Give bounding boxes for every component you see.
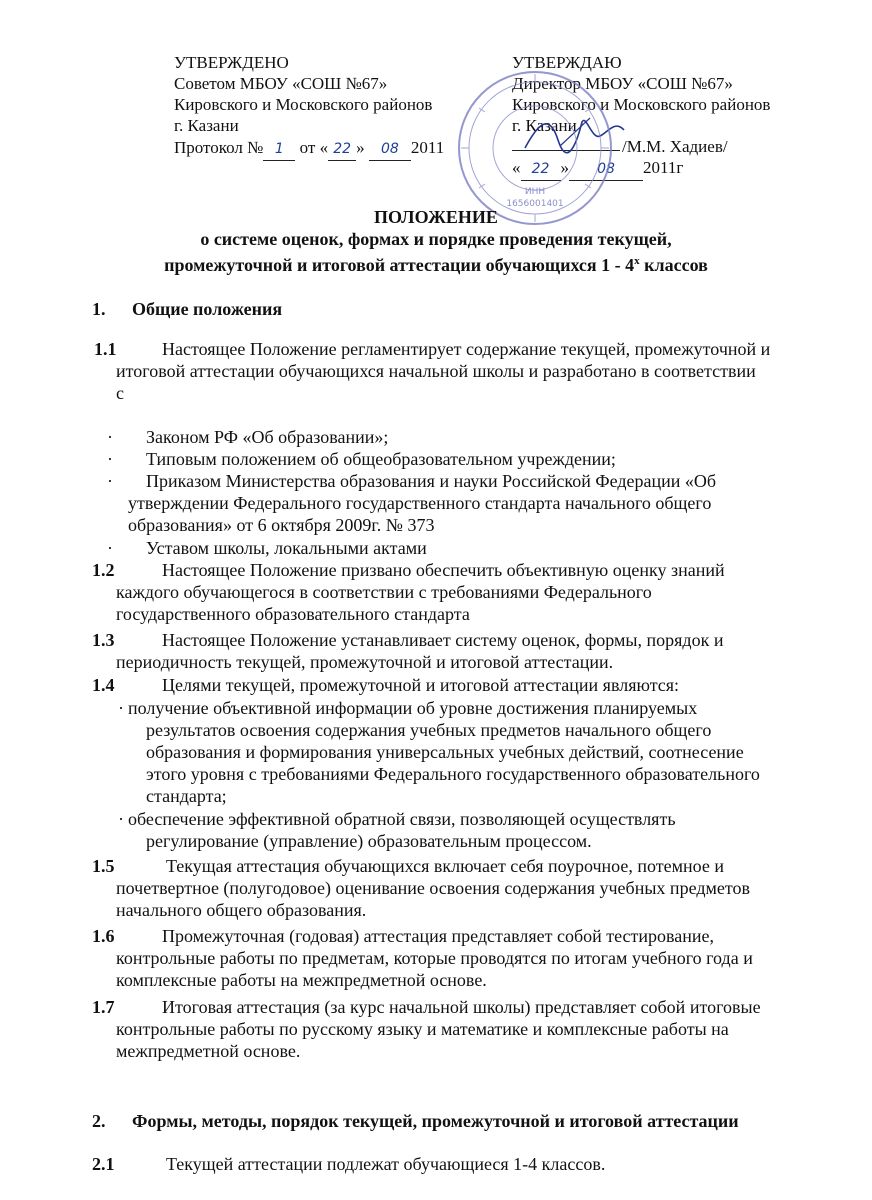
p1-1-line2: итоговой аттестации обучающихся начальной школы и разработано в соответствии <box>116 361 756 381</box>
p1-5-line2: почетвертное (полугодовое) оценивание освоения содержания учебных предметов <box>116 878 750 898</box>
bullet-icon: · <box>118 698 124 718</box>
section-2-number: 2. <box>92 1111 106 1131</box>
p1-4-a-line2: результатов освоения содержания учебных предметов начального общего <box>146 720 712 740</box>
bullet-4: Уставом школы, локальными актами <box>146 538 427 558</box>
doc-subtitle-2 <box>0 250 872 276</box>
p1-4-a-line3: образования и формирования универсальных учебных действий, соотнесение <box>146 742 744 762</box>
p1-2-line3: государственного образовательного стандарта <box>116 604 470 624</box>
p1-7-number: 1.7 <box>92 997 115 1017</box>
p1-1-line1: Настоящее Положение регламентирует содержание текущей, промежуточной и <box>162 339 771 359</box>
doc-title: ПОЛОЖЕНИЕ <box>374 207 498 227</box>
date-open: « <box>512 158 521 177</box>
bullet-3-line2: утверждении Федерального государственного стандарта начального общего <box>128 493 712 513</box>
p1-2-number: 1.2 <box>92 560 115 580</box>
protocol-prefix: Протокол № <box>174 138 264 157</box>
p1-2-line1: Настоящее Положение призвано обеспечить объективную оценку знаний <box>162 560 725 580</box>
date-close: » <box>560 158 569 177</box>
bullet-icon: · <box>107 538 113 558</box>
p1-2-line2: каждого обучающегося в соответствии с требованиями Федерального <box>116 582 652 602</box>
p1-6-line3: комплексные работы на межпредметной основе. <box>116 970 487 990</box>
p1-1-number: 1.1 <box>94 339 117 359</box>
bullet-3-line1: Приказом Министерства образования и науки Российской Федерации «Об <box>146 471 717 491</box>
section-1-number: 1. <box>92 299 106 319</box>
section-1-title: Общие положения <box>132 299 283 319</box>
p1-4-a-line5: стандарта; <box>146 786 227 806</box>
approval-right-title: УТВЕРЖДАЮ <box>512 53 622 72</box>
approval-left-line3: г. Казани <box>174 116 239 135</box>
bullet-3-line3: образования» от 6 октября 2009г. № 373 <box>128 515 435 535</box>
protocol-month: 08 <box>380 141 399 157</box>
protocol-day-field <box>328 137 356 161</box>
p1-7-line3: межпредметной основе. <box>116 1041 301 1061</box>
date-month: 08 <box>597 161 615 177</box>
approval-left-protocol <box>174 137 444 161</box>
p2-1-line1: Текущей аттестации подлежат обучающиеся 1-4 классов. <box>166 1154 606 1174</box>
bullet-2: Типовым положением об общеобразовательном учреждении; <box>146 449 616 469</box>
p1-1-line3: с <box>116 383 124 403</box>
signer-name: /М.М. Хадиев/ <box>622 137 728 156</box>
bullet-icon: · <box>107 427 113 447</box>
approval-left-line1: Советом МБОУ «СОШ №67» <box>174 74 388 93</box>
doc-subtitle-2-sup: х <box>634 255 640 267</box>
p1-6-number: 1.6 <box>92 926 115 946</box>
approval-left-title: УТВЕРЖДЕНО <box>174 53 289 72</box>
p1-4-a-line4: этого уровня с требованиями Федерального государственного образовательного <box>146 764 760 784</box>
bullet-icon: · <box>107 449 113 469</box>
protocol-close: » <box>356 138 365 157</box>
p1-4-number: 1.4 <box>92 675 115 695</box>
p1-6-line1: Промежуточная (годовая) аттестация представляет собой тестирование, <box>162 926 715 946</box>
doc-subtitle-2-text: промежуточной и итоговой аттестации обучающихся 1 - 4 <box>164 255 635 275</box>
p1-4-b-line2: регулирование (управление) образовательным процессом. <box>146 831 592 851</box>
p1-5-line1: Текущая аттестация обучающихся включает себя поурочное, потемное и <box>166 856 724 876</box>
seal-inn-label: ИНН <box>524 187 546 197</box>
seal-inn-number: 1656001401 <box>506 199 564 209</box>
p1-4-a-line1: получение объективной информации об уровне достижения планируемых <box>128 698 698 718</box>
doc-subtitle-2-tail: классов <box>639 255 708 275</box>
approval-right-line3: г. Казани <box>512 116 577 135</box>
protocol-year: 2011 <box>410 138 445 157</box>
date-day: 22 <box>531 161 550 177</box>
p1-7-line2: контрольные работы по русскому языку и математике и комплексные работы на <box>116 1019 729 1039</box>
protocol-from: от « <box>299 138 329 157</box>
protocol-number: 1 <box>274 141 284 157</box>
p1-7-line1: Итоговая аттестация (за курс начальной школы) представляет собой итоговые <box>162 997 761 1017</box>
protocol-month-field <box>369 137 411 161</box>
approval-right-line1: Директор МБОУ «СОШ №67» <box>512 74 733 93</box>
p1-6-line2: контрольные работы по предметам, которые проводятся по итогам учебного года и <box>116 948 753 968</box>
p1-5-line3: начального общего образования. <box>116 900 367 920</box>
official-seal <box>455 68 615 228</box>
p1-3-line2: периодичность текущей, промежуточной и итоговой аттестации. <box>116 652 614 672</box>
approval-right-line2: Кировского и Московского районов <box>512 95 771 114</box>
bullet-1: Законом РФ «Об образовании»; <box>146 427 389 447</box>
protocol-number-field <box>263 137 295 161</box>
bullet-icon: · <box>107 471 113 491</box>
protocol-day: 22 <box>333 141 352 157</box>
p1-4-b-line1: обеспечение эффективной обратной связи, позволяющей осуществлять <box>128 809 676 829</box>
p1-3-line1: Настоящее Положение устанавливает систему оценок, формы, порядок и <box>162 630 724 650</box>
approval-left-line2: Кировского и Московского районов <box>174 95 433 114</box>
doc-subtitle-1: о системе оценок, формах и порядке проведения текущей, <box>200 229 672 249</box>
section-2-title: Формы, методы, порядок текущей, промежуточной и итоговой аттестации <box>132 1111 739 1131</box>
p1-4-line1: Целями текущей, промежуточной и итоговой аттестации являются: <box>162 675 680 695</box>
p1-5-number: 1.5 <box>92 856 115 876</box>
date-year: 2011г <box>643 158 684 177</box>
p2-1-number: 2.1 <box>92 1154 115 1174</box>
p1-3-number: 1.3 <box>92 630 115 650</box>
bullet-icon: · <box>118 809 124 829</box>
